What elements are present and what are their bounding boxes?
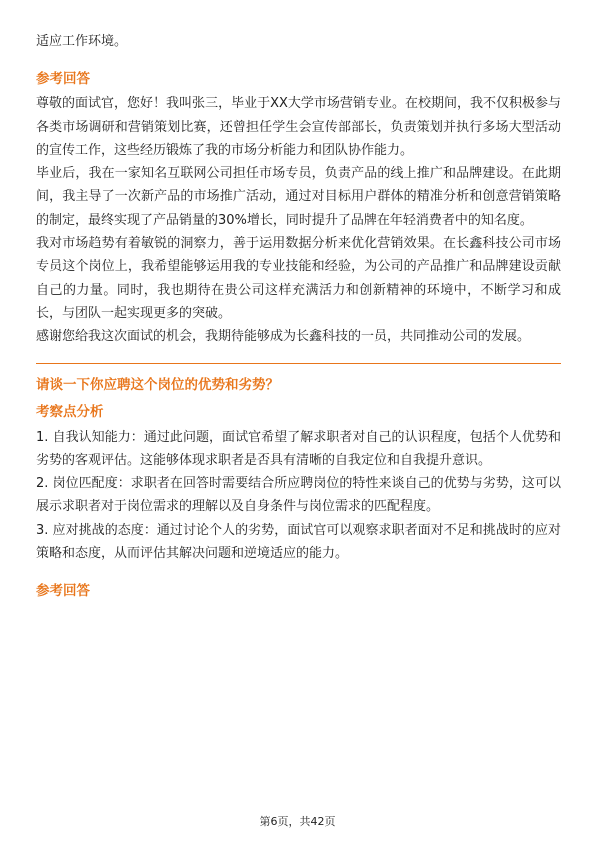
section-divider	[36, 363, 561, 364]
question2-analysis-heading: 考察点分析	[36, 403, 104, 420]
page-content	[36, 30, 561, 601]
answer1-paragraph-3: 我对市场趋势有着敏锐的洞察力，善于运用数据分析来优化营销效果。在长鑫科技公司市场专员这个岗位上，我希望能够运用我的专业技能和经验，为公司的产品推广和品牌建设贡献自己的力量。同时，我也期待在贵公司这样充满活力和创新精神的环境中，不断学习和成长，与团队一起实现更多的突破。	[36, 236, 561, 321]
analysis-point-1: 1. 自我认知能力：通过此问题，面试官希望了解求职者对自己的认识程度，包括个人优势和劣势的客观评估。这能够体现求职者是否具有清晰的自我定位和自我提升意识。	[36, 429, 561, 468]
analysis-point-3: 3. 应对挑战的态度：通过讨论个人的劣势，面试官可以观察求职者面对不足和挑战时的应对策略和态度，从而评估其解决问题和逆境适应的能力。	[36, 522, 561, 562]
answer1-paragraph-2: 毕业后，我在一家知名互联网公司担任市场专员，负责产品的线上推广和品牌建设。在此期间，我主导了一次新产品的市场推广活动，通过对目标用户群体的精准分析和创意营销策略的制定，最终实现了产品销量的30%增长，同时提升了品牌在年轻消费者中的知名度。	[36, 166, 561, 228]
answer1-heading: 参考回答	[36, 71, 90, 88]
page-footer: 第6页，共42页	[259, 815, 336, 828]
answer1-paragraph-1: 尊敬的面试官，您好！我叫张三，毕业于XX大学市场营销专业。在校期间，我不仅积极参与各类市场调研和营销策划比赛，还曾担任学生会宣传部部长，负责策划并执行多场大型活动的宣传工作，这些经历锻炼了我的市场分析能力和团队协作能力。	[36, 96, 561, 158]
intro-tail: 适应工作环境。	[36, 34, 128, 49]
analysis-point-2: 2. 岗位匹配度：求职者在回答时需要结合所应聘岗位的特性来谈自己的优势与劣势，这可以展示求职者对于岗位需求的理解以及自身条件与岗位需求的匹配程度。	[36, 476, 561, 515]
question2-title: 请谈一下你应聘这个岗位的优势和劣势？	[36, 376, 279, 393]
answer1-paragraph-4: 感谢您给我这次面试的机会，我期待能够成为长鑫科技的一员，共同推动公司的发展。	[36, 329, 531, 345]
question2-answer-heading: 参考回答	[36, 583, 90, 600]
